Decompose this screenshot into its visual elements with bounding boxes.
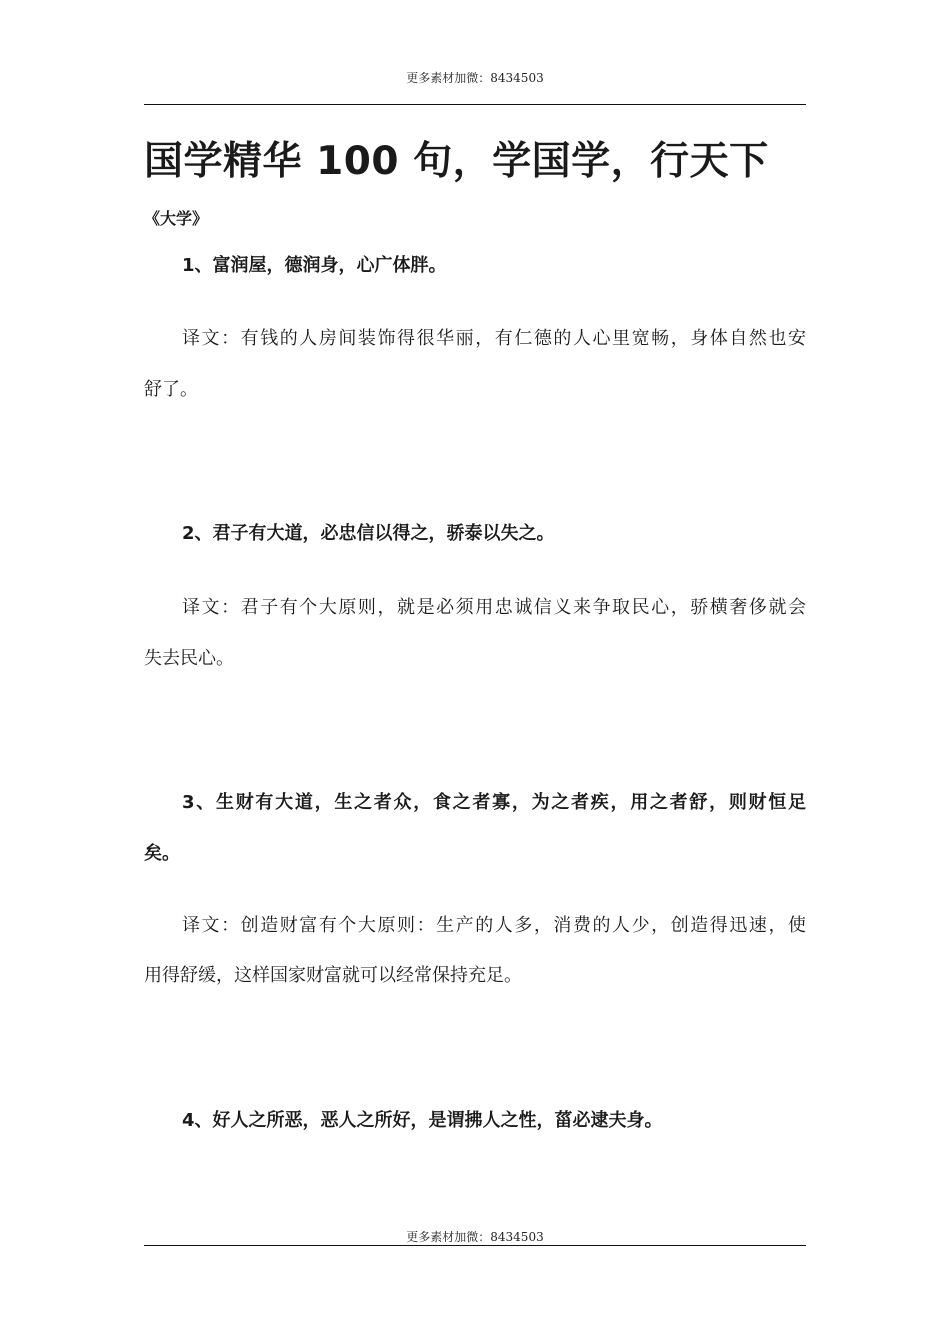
translation-2-line-2: 失去民心。 [144, 648, 234, 669]
header-note: 更多素材加微：8434503 [406, 71, 544, 85]
translation-2-line-1: 译文：君子有个大原则，就是必须用忠诚信义来争取民心，骄横奢侈就会 [182, 597, 806, 618]
translation-3-line-1: 译文：创造财富有个大原则：生产的人多，消费的人少，创造得迅速，使 [182, 915, 806, 936]
document-title: 国学精华 100 句，学国学，行天下 [144, 139, 769, 184]
translation-3-line-2: 用得舒缓，这样国家财富就可以经常保持充足。 [144, 965, 522, 986]
quote-1: 1、富润屋，德润身，心广体胖。 [182, 255, 447, 276]
quote-3-line-2: 矣。 [144, 843, 180, 864]
footer-rule [144, 1245, 806, 1246]
translation-1-line-1: 译文：有钱的人房间装饰得很华丽，有仁德的人心里宽畅，身体自然也安 [182, 328, 806, 349]
translation-1-line-2: 舒了。 [144, 379, 198, 400]
footer-note: 更多素材加微：8434503 [406, 1230, 544, 1244]
quote-4: 4、好人之所恶，恶人之所好，是谓拂人之性，菑必逮夫身。 [182, 1110, 663, 1131]
quote-3-line-1: 3、生财有大道，生之者众，食之者寡，为之者疾，用之者舒，则财恒足 [182, 792, 806, 813]
quote-2: 2、君子有大道，必忠信以得之，骄泰以失之。 [182, 523, 555, 544]
book-heading: 《大学》 [144, 209, 209, 228]
header-rule [144, 104, 806, 105]
